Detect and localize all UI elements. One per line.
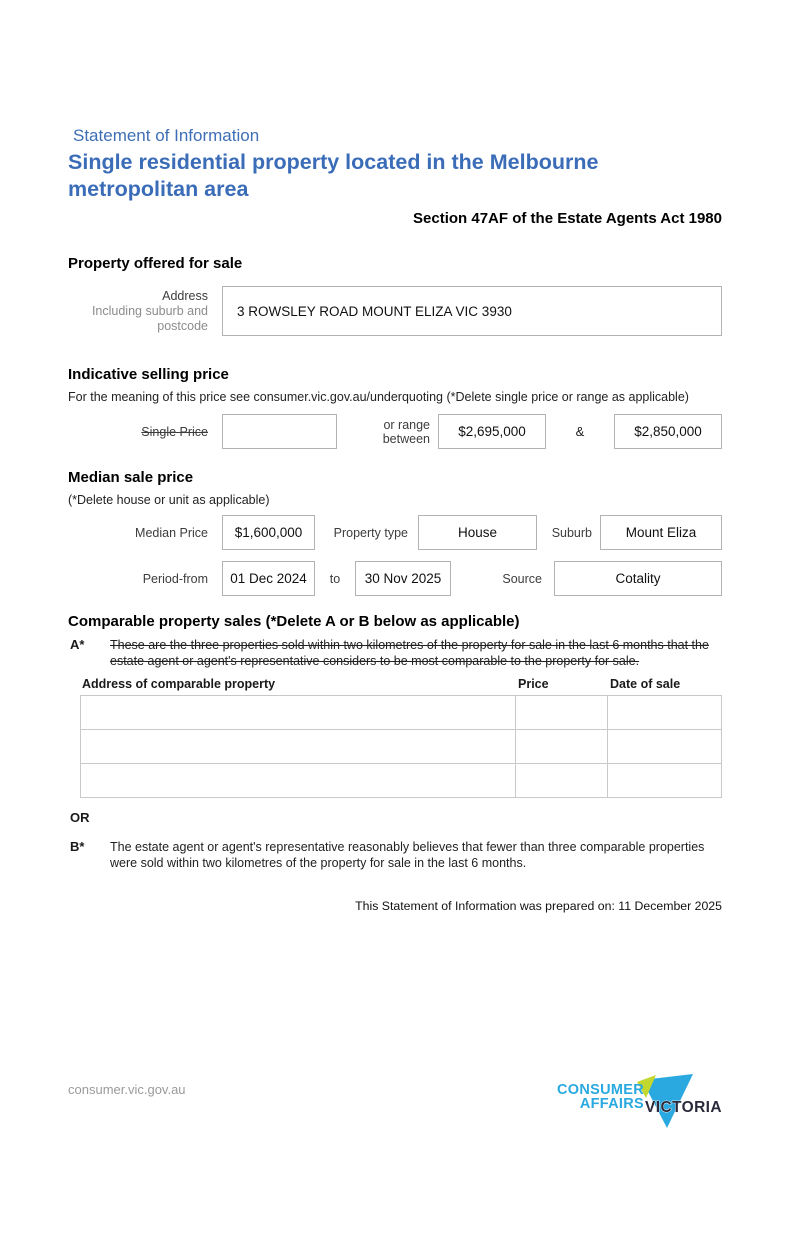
property-section-heading: Property offered for sale <box>68 255 243 272</box>
legislation-reference: Section 47AF of the Estate Agents Act 1980 <box>413 210 722 227</box>
address-row <box>68 286 722 336</box>
statement-of-information-document <box>0 126 800 913</box>
table-cell-address[interactable] <box>81 730 516 764</box>
comparable-table <box>80 677 722 798</box>
period-from-label: Period-from <box>142 571 208 586</box>
table-cell-date[interactable] <box>608 696 722 730</box>
comparable-table-header <box>80 677 722 691</box>
document-subtitle: Statement of Information <box>73 126 260 145</box>
column-header-address: Address of comparable property <box>82 677 276 691</box>
column-header-price: Price <box>518 677 549 691</box>
median-row-1 <box>68 515 722 550</box>
logo-text-affairs: AFFAIRS <box>579 1096 644 1112</box>
range-from-field[interactable]: $2,695,000 <box>438 414 546 449</box>
median-price-heading: Median sale price <box>68 469 194 486</box>
option-a-label: A* <box>70 637 85 652</box>
address-field[interactable]: 3 ROWSLEY ROAD MOUNT ELIZA VIC 3930 <box>222 286 722 336</box>
page-footer <box>68 1072 725 1134</box>
address-sublabel: Including suburb and postcode <box>91 303 208 333</box>
table-row <box>81 764 722 798</box>
median-row-2 <box>68 561 722 596</box>
median-price-field[interactable]: $1,600,000 <box>222 515 315 550</box>
table-cell-price[interactable] <box>516 696 608 730</box>
page-title: Single residential property located in the Melbourne metropolitan area <box>68 150 599 201</box>
footer-website-link[interactable]: consumer.vic.gov.au <box>68 1082 186 1097</box>
table-cell-address[interactable] <box>81 764 516 798</box>
single-price-field[interactable] <box>222 414 337 449</box>
period-from-field[interactable]: 01 Dec 2024 <box>222 561 315 596</box>
table-row <box>81 730 722 764</box>
table-cell-date[interactable] <box>608 730 722 764</box>
indicative-price-note: For the meaning of this price see consumer.vic.gov.au/underquoting (*Delete single price or range as applicable) <box>68 390 689 404</box>
consumer-affairs-victoria-logo <box>542 1072 725 1134</box>
property-type-label: Property type <box>333 525 408 540</box>
table-cell-price[interactable] <box>516 730 608 764</box>
range-to-field[interactable]: $2,850,000 <box>614 414 722 449</box>
address-label-group <box>68 286 208 336</box>
property-type-field[interactable]: House <box>418 515 537 550</box>
or-label: OR <box>70 810 90 825</box>
option-a-row <box>68 637 722 669</box>
suburb-field[interactable]: Mount Eliza <box>600 515 722 550</box>
single-price-label: Single Price <box>141 424 208 439</box>
address-label: Address <box>162 288 208 303</box>
suburb-label: Suburb <box>551 525 592 540</box>
period-to-field[interactable]: 30 Nov 2025 <box>355 561 451 596</box>
option-b-text: The estate agent or agent's representative reasonably believes that fewer than three comparable properties were sold within two kilometres of the property for sale in the last 6 months. <box>110 840 705 870</box>
table-cell-price[interactable] <box>516 764 608 798</box>
source-label: Source <box>502 571 542 586</box>
indicative-price-heading: Indicative selling price <box>68 366 229 383</box>
option-a-text: These are the three properties sold within two kilometres of the property for sale in the last 6 months that the estate agent or agent's representative considers to be most comparable to the property for sale. <box>110 638 709 668</box>
median-price-note: (*Delete house or unit as applicable) <box>68 493 270 507</box>
option-b-row <box>68 839 722 871</box>
median-price-label: Median Price <box>135 525 208 540</box>
logo-text-victoria: VICTORIA <box>645 1099 722 1116</box>
table-cell-address[interactable] <box>81 696 516 730</box>
column-header-date: Date of sale <box>610 677 681 691</box>
table-cell-date[interactable] <box>608 764 722 798</box>
range-between-label: or range between <box>382 417 430 446</box>
option-b-label: B* <box>70 839 85 854</box>
table-row <box>81 696 722 730</box>
ampersand-label: & <box>575 424 585 439</box>
prepared-on-statement: This Statement of Information was prepared on: 11 December 2025 <box>355 899 722 913</box>
indicative-price-row <box>68 414 722 449</box>
period-to-label: to <box>329 571 341 586</box>
logo-text-consumer: CONSUMER <box>557 1082 644 1098</box>
comparable-sales-heading: Comparable property sales (*Delete A or B below as applicable) <box>68 613 520 630</box>
source-field[interactable]: Cotality <box>554 561 722 596</box>
